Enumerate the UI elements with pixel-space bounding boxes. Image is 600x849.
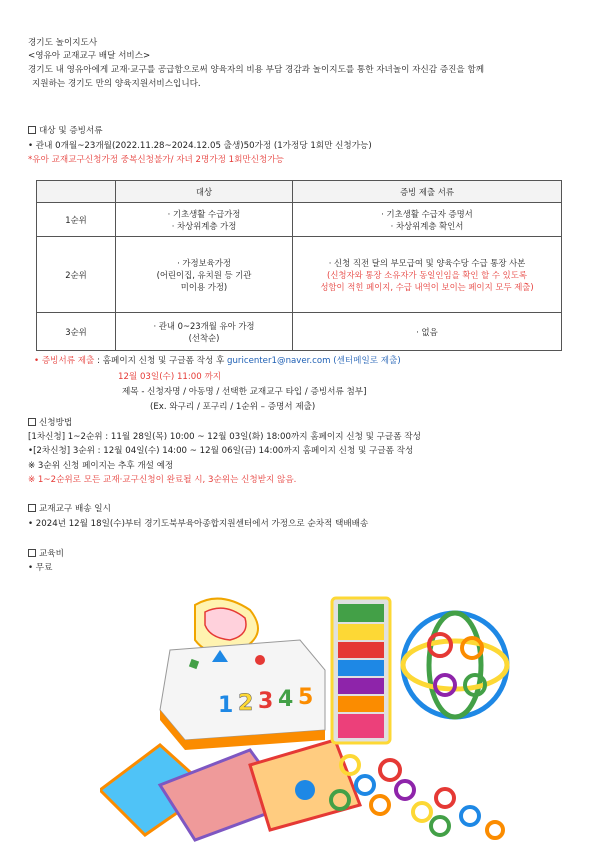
target-cell: · 관내 0~23개월 유아 가정 (선착순) [116,313,293,351]
submission-line: • 증빙서류 제출 : 홈페이지 신청 및 구글폼 작성 후 guricenter1@naver.com (센터메일로 제출) [34,356,401,366]
target-cell: · 기초생활 수급가정 · 차상위계층 가정 [116,203,293,237]
box-number: 5 [298,685,314,710]
intro-line-2: 지원하는 경기도 만의 양육지원서비스입니다. [32,79,201,89]
email-link[interactable]: guricenter1@naver.com (센터메일로 제출) [227,356,401,366]
org-title: 경기도 놀이지도사 [28,38,98,48]
ring-band [338,678,384,694]
link-ring-icon [371,796,389,814]
service-title: <영유아 교재교구 배달 서비스> [28,51,151,61]
shape-icon [295,780,315,800]
link-ring-icon [356,776,374,794]
ring-band [338,660,384,676]
box-number: 4 [278,687,294,712]
link-ring-icon [413,803,431,821]
docs-cell: · 신청 직전 달의 부모급여 및 양육수당 수급 통장 사본 (신청자와 통장 소유자가 동일인임을 확인 할 수 있도록 성함이 적힌 페이지, 수급 내역이 보이는 페이지 모두 제출) [293,237,562,313]
rank-cell: 2순위 [37,237,116,313]
delivery-line-1: • 2024년 12월 18일(수)부터 경기도북부육아종합지원센터에서 가정으로 순차적 택배배송 [28,519,369,529]
submission-example: (Ex. 와구리 / 포구리 / 1순위 – 증명서 제출) [150,402,316,412]
section-fee-title: 교육비 [28,549,64,560]
table-row [37,313,562,351]
method-line-4: ※ 1~2순위로 모든 교재·교구신청이 완료될 시, 3순위는 신청받지 않음. [28,475,297,485]
section-target-title: 대상 및 증빙서류 [28,126,103,137]
method-line-3: ※ 3순위 신청 페이지는 추후 개설 예정 [28,461,174,471]
fee-line-1: • 무료 [28,563,53,573]
ring-band [338,624,384,640]
link-ring-icon [436,789,454,807]
checkbox-icon [28,418,36,426]
docs-cell: · 기초생활 수급자 증명서 · 차상위계층 확인서 [293,203,562,237]
requirements-table [36,180,562,351]
rank-cell: 1순위 [37,203,116,237]
table-row [37,237,562,313]
rank-cell: 3순위 [37,313,116,351]
box-number: 2 [238,691,254,716]
ring-band [338,604,384,622]
intro-line-1: 경기도 내 영유아에게 교재·교구를 공급함으로써 양육자의 비용 부담 경감과 놀이지도를 통한 자녀놀이 자신감 증진을 함께 [28,65,485,75]
link-ring-icon [396,781,414,799]
link-ring-icon [487,822,503,838]
checkbox-icon [28,549,36,557]
table-row [37,203,562,237]
target-line-1: • 관내 0개월~23개월(2022.11.28~2024.12.05 출생)50가정 (1가정당 1회만 신청가능) [28,141,372,151]
table-header-cell: 대상 [116,181,293,203]
docs-cell: · 없음 [293,313,562,351]
method-line-2: •[2차신청] 3순위 : 12월 04일(수) 14:00 ~ 12월 06일(금) 14:00까지 홈페이지 신청 및 구글폼 작성 [28,446,414,456]
section-method-title: 신청방법 [28,418,72,429]
table-header-cell: 증빙 제출 서류 [293,181,562,203]
link-ring-icon [380,760,400,780]
box-number: 3 [258,689,274,714]
table-header-row [37,181,562,203]
target-cell: · 가정보육가정 (어린이집, 유치원 등 기관 미이용 가정) [116,237,293,313]
checkbox-icon [28,504,36,512]
submission-deadline: 12월 03일(수) 11:00 까지 [118,372,222,382]
ring-band [338,642,384,658]
shape-icon [255,655,265,665]
section-delivery-title: 교재교구 배송 일시 [28,504,111,515]
checkbox-icon [28,126,36,134]
link-ring-icon [431,817,449,835]
toys-illustration [100,590,520,845]
oball-icon [403,613,507,717]
ring-band [338,696,384,712]
link-ring-icon [461,807,479,825]
table-header-cell [37,181,116,203]
method-line-1: [1차신청] 1~2순위 : 11월 28일(목) 10:00 ~ 12월 03일(화) 18:00까지 홈페이지 신청 및 구글폼 작성 [28,432,421,442]
box-number: 1 [218,693,234,718]
target-line-2: *유아 교재교구신청가정 중복신청불가/ 자녀 2명가정 1회만신청가능 [28,155,284,165]
submission-subject: 제목 - 신청자명 / 아동명 / 선택한 교재교구 타입 / 증빙서류 첨부] [122,387,367,397]
ring-band [338,714,384,738]
